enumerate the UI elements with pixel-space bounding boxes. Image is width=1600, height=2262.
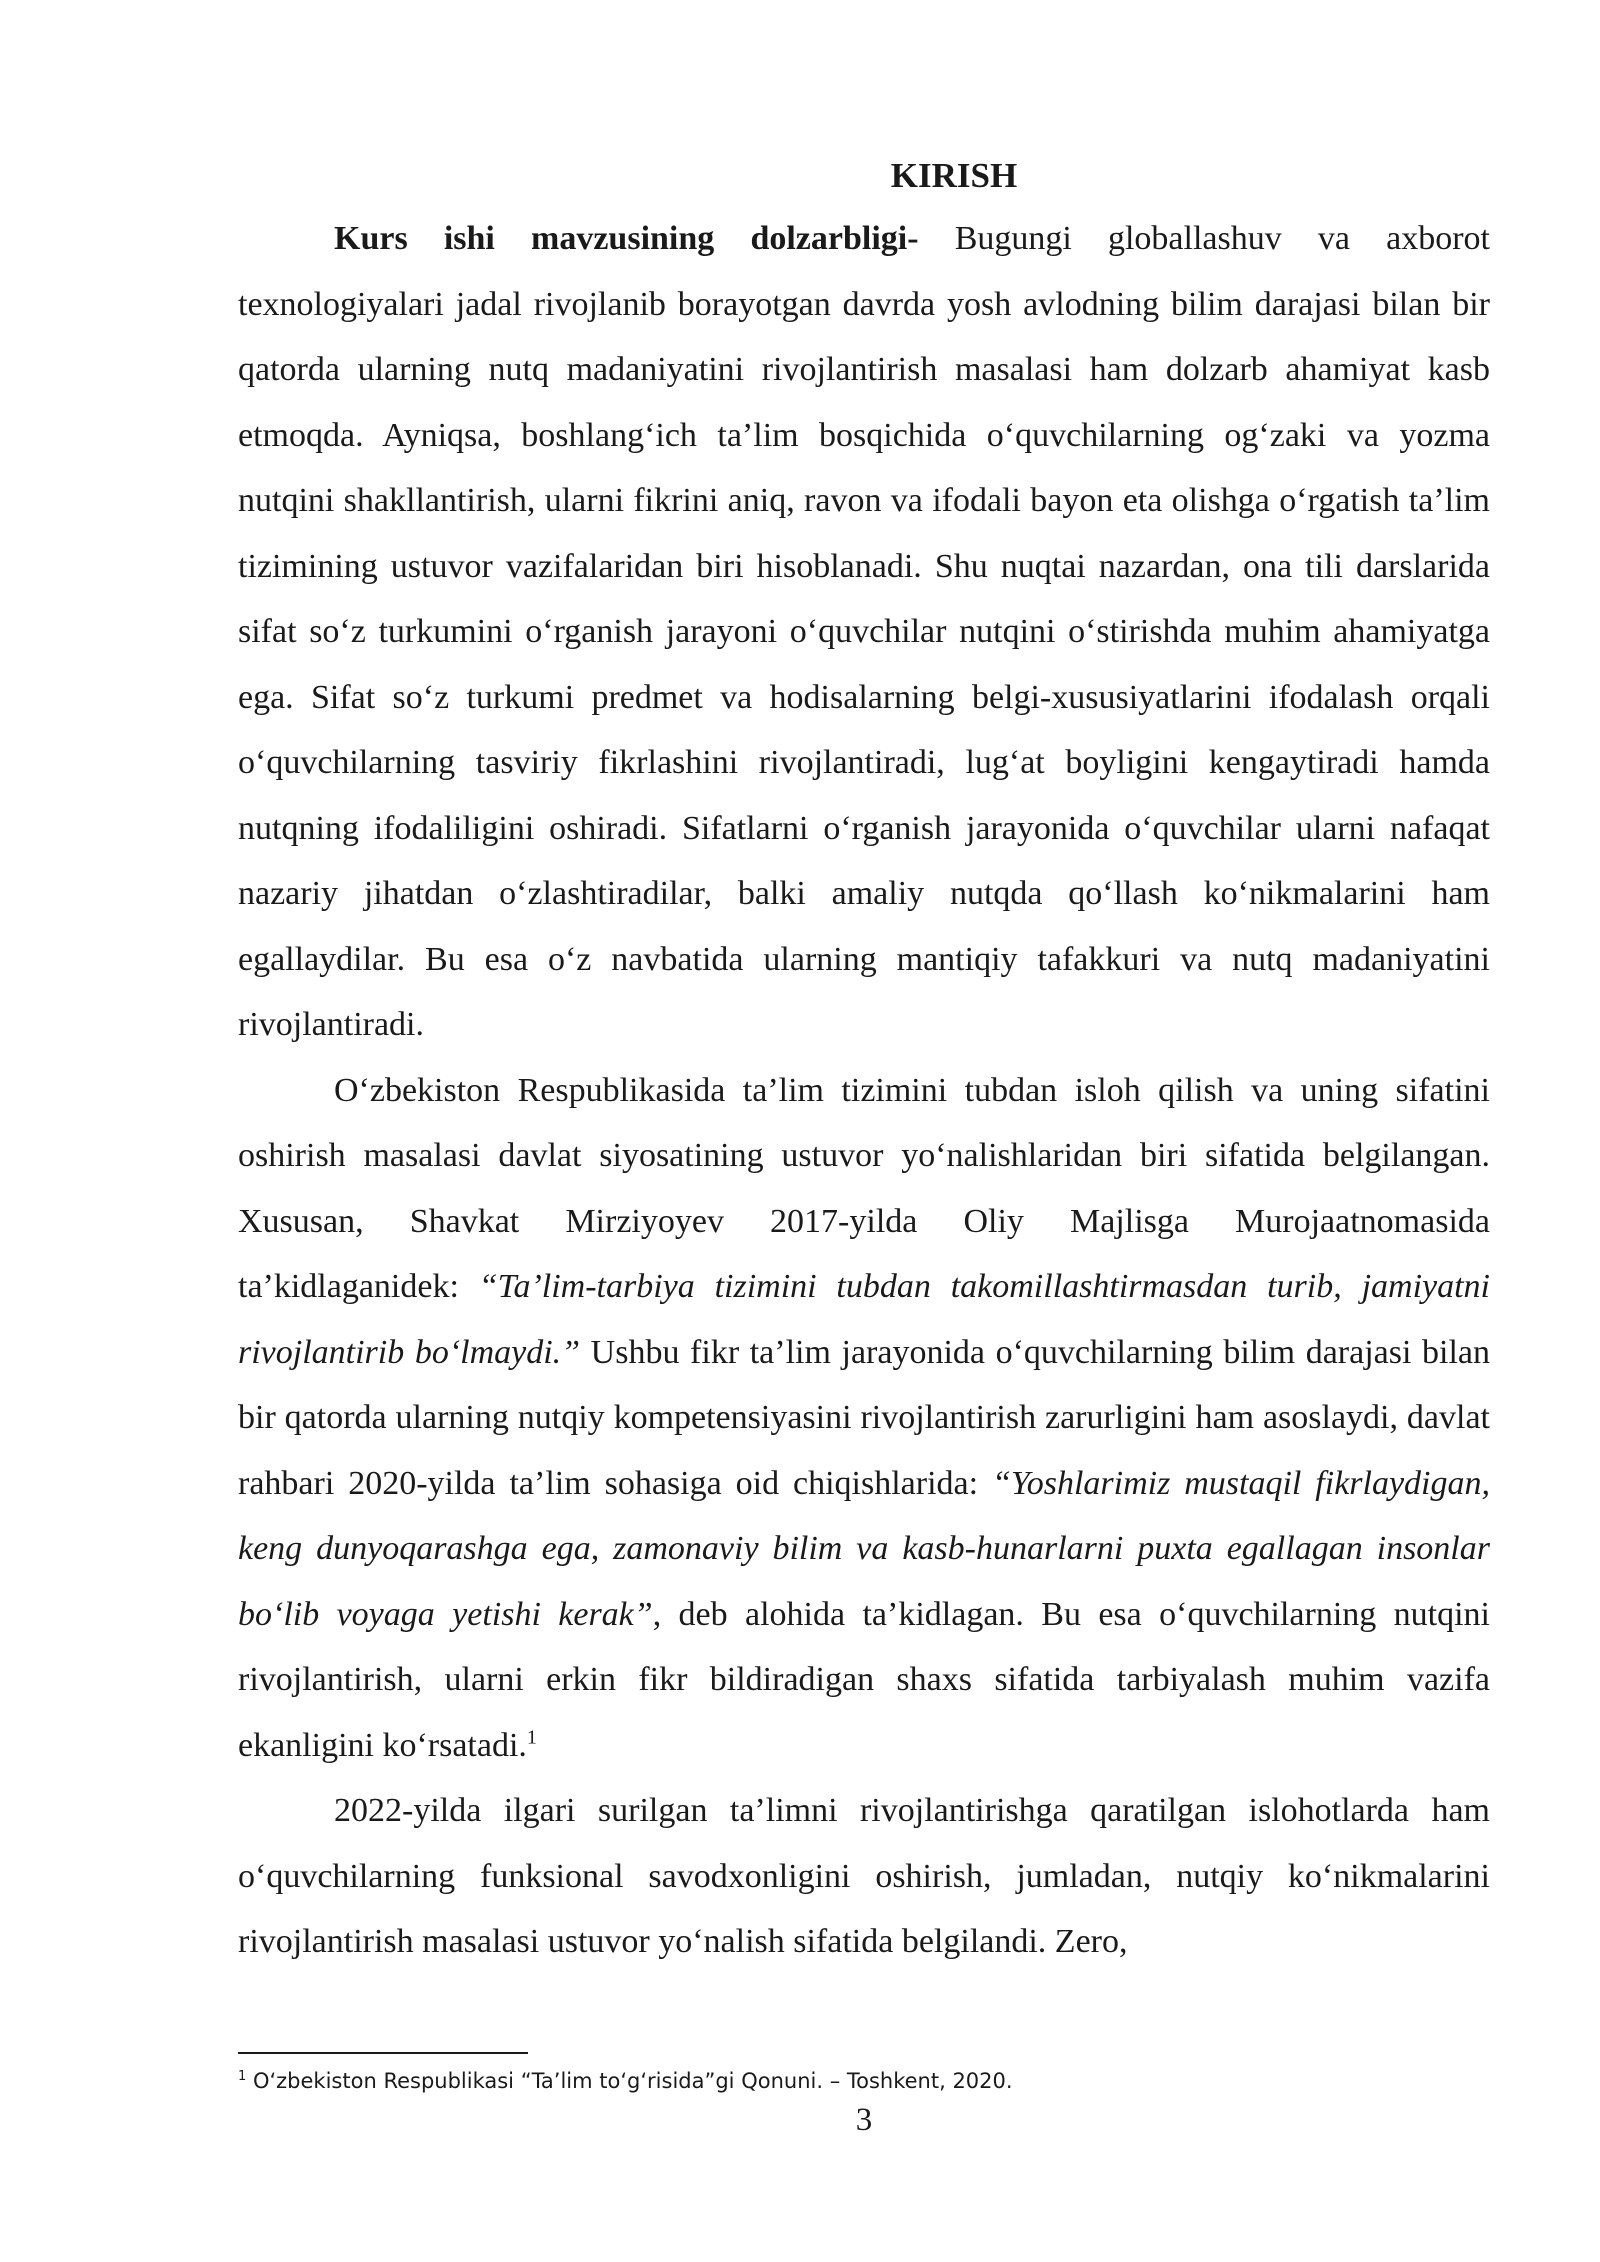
- document-page: [238, 150, 1490, 1975]
- paragraph-body: , deb alohida ta’kidlagan. Bu esa o‘quvchilarning nutqini rivojlantirish, ularni erkin fikr bildiradigan shaxs sifatida tarbiyalash muhim vazifa ekanligini ko‘rsatadi.: [238, 1595, 1490, 1764]
- paragraph-2022-reforms: [238, 1778, 1490, 1975]
- paragraph-lead-title: Kurs ishi mavzusining dolzarbligi-: [334, 220, 919, 257]
- section-heading: KIRISH: [890, 156, 1018, 195]
- quotation: “Yoshlarimiz mustaqil fikrlaydigan, keng dunyoqarashga ega, zamonaviy bilim va kasb-hunarlarni puxta egallagan insonlar bo‘lib voyaga yetishi kerak”: [238, 1464, 1491, 1633]
- paragraph-relevance: [238, 206, 1490, 1058]
- footnote-divider: [238, 2052, 528, 2054]
- paragraph-body: Bugungi globallashuv va axborot texnologiyalari jadal rivojlanib borayotgan davrda yosh avlodning bilim darajasi bilan bir qatorda ularning nutq madaniyatini rivojlantirish masalasi ham dolzarb ahamiyat kasb etmoqda. Ayniqsa, boshlang‘ich ta’lim bosqichida o‘quvchilarning og‘zaki va yozma nutqini shakllantirish, ularni fikrini aniq, ravon va ifodali bayon eta olishga o‘rgatish ta’lim tizimining ustuvor vazifalaridan biri hisoblanadi. Shu nuqtai nazardan, ona tili darslarida sifat so‘z turkumini o‘rganish jarayoni o‘quvchilar nutqini o‘stirishda muhim ahamiyatga ega. Sifat so‘z turkumi predmet va hodisalarning belgi-xususiyatlarini ifodalash orqali o‘quvchilarning tasviriy fikrlashini rivojlantiradi, lug‘at boyligini kengaytiradi hamda nutqning ifodaliligini oshiradi. Sifatlarni o‘rganish jarayonida o‘quvchilar ularni nafaqat nazariy jihatdan o‘zlashtiradilar, balki amaliy nutqda qo‘llash ko‘nikmalarini ham egallaydilar. Bu esa o‘z navbatida ularning mantiqiy tafakkuri va nutq madaniyatini rivojlantiradi.: [238, 220, 1490, 1043]
- quotation: “Ta’lim-tarbiya tizimini tubdan takomillashtirmasdan turib, jamiyatni rivojlantirib bo‘lmaydi.”: [238, 1268, 1490, 1371]
- paragraph-body: 2022-yilda ilgari surilgan ta’limni rivojlantirishga qaratilgan islohotlarda ham o‘quvchilarning funksional savodxonligini oshirish, jumladan, nutqiy ko‘nikmalarini rivojlantirish masalasi ustuvor yo‘nalish sifatida belgilandi. Zero,: [238, 1792, 1490, 1960]
- paragraph-body: Ushbu fikr ta’lim jarayonida o‘quvchilarning bilim darajasi bilan bir qatorda ularning nutqiy kompetensiyasini rivojlantirish zarurligini ham asoslaydi, davlat rahbari 2020-yilda ta’lim sohasiga oid chiqishlarida:: [238, 1333, 1491, 1502]
- footnote-text: O‘zbekiston Respublikasi “Ta’lim to‘g‘risida”gi Qonuni. – Toshkent, 2020.: [246, 2069, 1013, 2093]
- footnote-marker: 1: [238, 2069, 247, 2084]
- footnote: [238, 2066, 1490, 2096]
- paragraph-reform: [238, 1058, 1490, 1779]
- page-number: 3: [855, 2102, 873, 2138]
- paragraph-body: O‘zbekiston Respublikasida ta’lim tizimini tubdan isloh qilish va uning sifatini oshirish masalasi davlat siyosatining ustuvor yo‘nalishlaridan biri sifatida belgilangan. Xususan, Shavkat Mirziyoyev 2017-yilda Oliy Majlisga Murojaatnomasida ta’kidlaganidek:: [238, 1071, 1490, 1305]
- footnote-reference[interactable]: 1: [526, 1726, 537, 1749]
